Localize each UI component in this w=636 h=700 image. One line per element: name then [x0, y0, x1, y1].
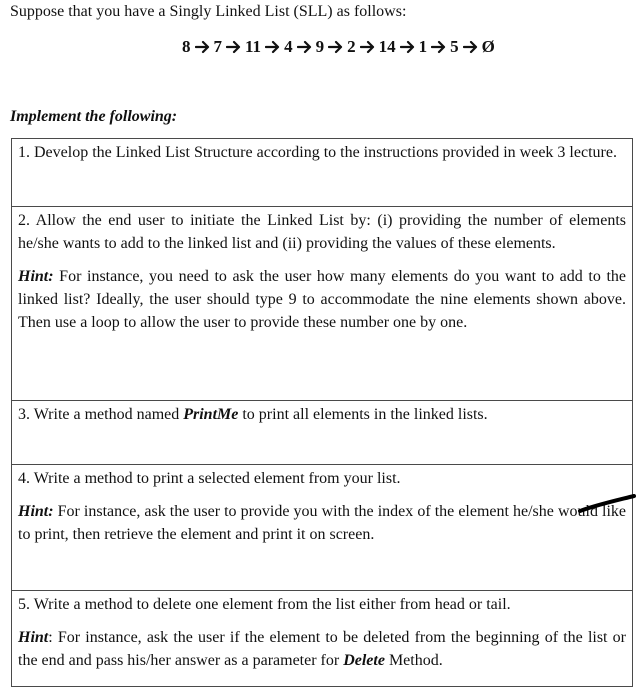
task-5-text: 5. Write a method to delete one element from the list either from head or tail. [18, 596, 511, 613]
task-5-hint [18, 626, 626, 672]
task-4 [12, 465, 632, 591]
list-node: 11 [245, 37, 262, 56]
right-arrow-icon [195, 40, 210, 54]
list-node: 1 [418, 37, 428, 56]
list-node: 2 [347, 37, 356, 56]
task-3-text-after: to print all elements in the linked lists. [238, 406, 488, 423]
task-5-hint-label: Hint [18, 629, 49, 646]
list-node: 7 [213, 37, 222, 56]
task-3-text [18, 403, 626, 426]
list-node: 8 [182, 37, 191, 56]
task-4-hint [18, 500, 626, 546]
task-2-hint [18, 265, 626, 334]
task-3-text-before: 3. Write a method named [18, 406, 184, 423]
task-1 [12, 139, 632, 207]
task-4-text: 4. Write a method to print a selected element from your list. [18, 470, 401, 487]
right-arrow-icon [297, 40, 312, 54]
list-node: 5 [450, 37, 459, 56]
right-arrow-icon [400, 40, 415, 54]
task-1-text: 1. Develop the Linked List Structure according to the instructions provided in week 3 lecture. [18, 144, 617, 161]
intro-text: Suppose that you have a Singly Linked List (SLL) as follows: [10, 3, 407, 20]
list-node: 14 [378, 37, 396, 56]
list-node: 9 [315, 37, 325, 56]
task-5-hint-text-before: : For instance, ask the user if the element to be deleted from the beginning of the list or the end and pass his/her answer as a parameter for [18, 629, 626, 669]
right-arrow-icon [431, 40, 446, 54]
task-4-hint-text: For instance, ask the user to provide you with the index of the element he/she would like to print, then retrieve the element and print it on screen. [18, 503, 626, 543]
task-4-hint-label: Hint: [18, 503, 54, 520]
list-node: Ø [481, 37, 495, 56]
task-2 [12, 207, 632, 401]
task-2-text: 2. Allow the end user to initiate the Linked List by: (i) providing the number of elements he/she wants to add to the linked list and (ii) providing the values of these elements. [18, 212, 626, 252]
task-3 [12, 401, 632, 465]
list-node: 4 [284, 37, 293, 56]
task-5-hint-text-after: Method. [384, 652, 443, 669]
right-arrow-icon [226, 40, 241, 54]
right-arrow-icon [463, 40, 478, 54]
linked-list-diagram [0, 36, 636, 58]
pen-mark-scribble [578, 493, 636, 517]
task-5 [12, 591, 632, 687]
section-heading: Implement the following: [10, 108, 178, 125]
task-3-method-name: PrintMe [183, 406, 239, 423]
right-arrow-icon [328, 40, 343, 54]
task-2-hint-text: For instance, you need to ask the user how many elements do you want to add to the linked list? Ideally, the user should type 9 to accommodate the nine elements shown above. Then use a loop to allow the user to provide these number one by one. [18, 268, 626, 331]
right-arrow-icon [360, 40, 375, 54]
task-2-hint-label: Hint: [18, 268, 54, 285]
right-arrow-icon [265, 40, 280, 54]
task-table [11, 138, 633, 687]
task-5-method-name: Delete [343, 652, 385, 669]
